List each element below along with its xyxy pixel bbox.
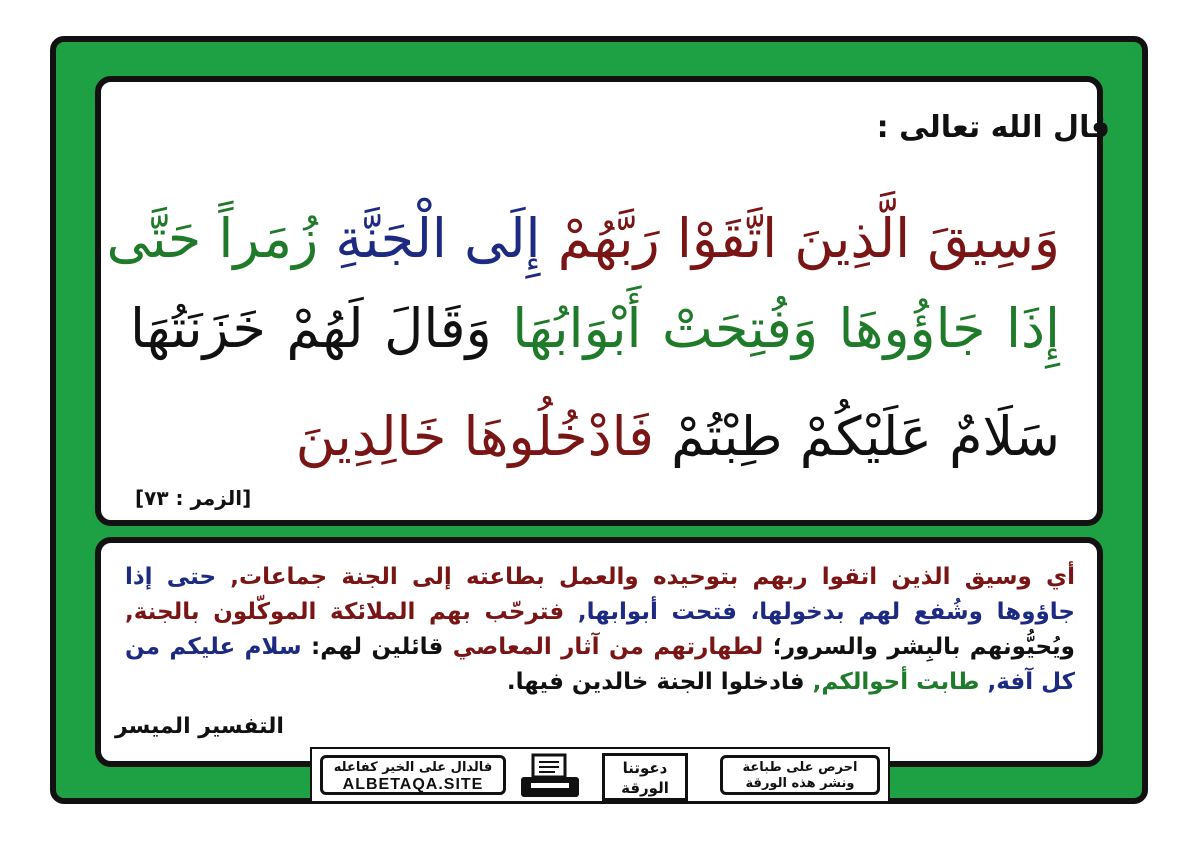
- tafsir-segment: قائلين لهم:: [311, 634, 453, 660]
- print-notice-badge: [720, 755, 880, 795]
- verse-segment: إِذَا جَاؤُوهَا وَفُتِحَتْ أَبْوَابُهَا: [512, 297, 1061, 360]
- tafsir-segment: فترحّب بهم الملائكة الموكّلون بالجنة,: [125, 599, 578, 625]
- verse-line-2: [130, 297, 1061, 360]
- logo-line: الورقة: [621, 779, 669, 797]
- verse-segment: إِلَى الْجَنَّةِ: [318, 207, 558, 270]
- footer-banner: [310, 747, 890, 803]
- site-badge[interactable]: [320, 755, 506, 795]
- print-notice-line: احرص على طباعة: [742, 760, 858, 775]
- tafsir-source: التفسير الميسر: [115, 714, 284, 739]
- tafsir-segment: ويُحيُّونهم بالبِشر والسرور؛: [772, 634, 1075, 660]
- tafsir-segment: أي وسيق الذين اتقوا ربهم بتوحيده والعمل بطاعته إلى الجنة جماعات,: [230, 564, 1076, 590]
- verse-intro: قال الله تعالى :: [876, 110, 1110, 145]
- tafsir-segment: فادخلوا الجنة خالدين فيها.: [506, 669, 813, 695]
- print-notice-line: ونشر هذه الورقة: [745, 776, 855, 791]
- verse-segment: سَلَامٌ عَلَيْكُمْ طِبْتُمْ: [653, 405, 1060, 468]
- verse-segment: وَقَالَ لَهُمْ خَزَنَتُهَا: [130, 297, 513, 360]
- logo: [602, 753, 688, 801]
- proverb-text: فالدال على الخير كفاعله: [333, 760, 493, 775]
- verse-segment: زُمَراً حَتَّى: [106, 207, 319, 270]
- tafsir-segment: لطهارتهم من آثار المعاصي: [452, 634, 773, 660]
- verse-segment: فَادْخُلُوهَا خَالِدِينَ: [295, 405, 654, 468]
- tafsir-segment: حتى إذا جاؤوها وشُفع لهم بدخولها، فتحت أبوابها,: [125, 564, 1076, 625]
- verse-line-1: [106, 207, 1060, 270]
- tafsir-segment: طابت أحوالكم,: [812, 669, 988, 695]
- site-url[interactable]: ALBETAQA.SITE: [342, 776, 484, 793]
- printer-icon: [517, 753, 583, 801]
- tafsir-text: [125, 560, 1075, 700]
- verse-segment: وَسِيقَ الَّذِينَ اتَّقَوْا رَبَّهُمْ: [557, 207, 1060, 270]
- logo-line: دعوتنا: [622, 759, 668, 777]
- verse-line-3: [130, 405, 1060, 468]
- verse-reference: [الزمر : ٧٣]: [135, 486, 252, 510]
- tafsir-segment: سلام عليكم من كل آفة,: [125, 634, 1075, 695]
